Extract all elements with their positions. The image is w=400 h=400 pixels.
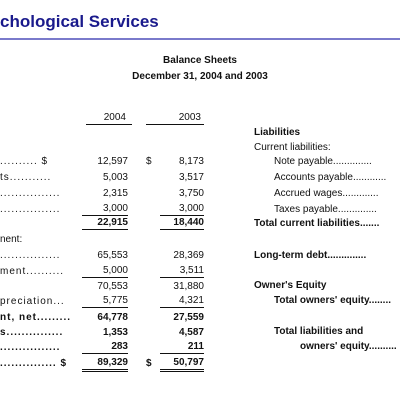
asset-label-row6: ................ [0,250,61,261]
liabilities-title: Liabilities [254,127,301,138]
long-term-debt-label: Long-term debt.............. [254,250,367,261]
amount-2003-subtotal: 31,880 [173,281,204,292]
asset-label-equipment-net: nt, net......... [0,312,71,323]
amount-2004-equipment: 5,000 [82,265,128,278]
amount-2004-receivables: 5,003 [102,172,128,183]
amount-2003-equipment: 3,511 [160,265,204,278]
asset-label-row4: ................ [0,204,61,215]
asset-label-row11: ................ [0,342,61,353]
asset-label-total: ............... $ [0,358,68,369]
amount-2004-depreciation: 5,775 [82,295,128,308]
amount-2004-row4: 3,000 [82,203,128,216]
dollar-sign-2003-top: $ [146,156,152,167]
amount-2003-cash: 8,173 [178,156,204,167]
accounts-payable-label: Accounts payable............ [274,172,387,183]
amount-2003-total: 50,797 [160,357,204,372]
current-liabilities-label: Current liabilities: [254,142,331,153]
year-2003-underline [146,124,204,125]
amount-2004-total: 89,329 [82,357,128,372]
amount-2003-row11: 211 [160,341,204,354]
asset-label-receivables: ts........... [0,172,52,183]
amount-2004-subtotal: 70,553 [97,281,128,292]
sheet-title: Balance Sheets [163,55,237,66]
amount-2003-row6: 28,369 [173,250,204,261]
amount-2004-row10: 1,353 [102,327,128,338]
accrued-wages-label: Accrued wages............. [274,188,379,199]
asset-label-depreciation: preciation... [0,296,65,307]
amount-2004-row11: 283 [82,341,128,354]
sheet-date: December 31, 2004 and 2003 [132,71,268,82]
year-2003-header: 2003 [178,112,201,123]
total-liabilities-equity-label-2: owners' equity.......... [300,341,397,352]
amount-2003-equipment-net: 27,559 [173,312,204,323]
asset-label-cash: .......... $ [0,156,49,167]
amount-2004-row3: 2,315 [102,188,128,199]
taxes-payable-label: Taxes payable.............. [274,204,377,215]
amount-2003-depreciation: 4,321 [160,295,204,308]
amount-2003-total-current: 18,440 [160,217,204,230]
dollar-sign-2003-bottom: $ [146,358,152,369]
note-payable-label: Note payable.............. [274,156,372,167]
total-owners-equity-label: Total owners' equity........ [274,295,392,306]
asset-label-equipment: ment.......... [0,266,65,277]
total-liabilities-equity-label-1: Total liabilities and [274,326,364,337]
title-rule [0,38,400,40]
amount-2004-total-current: 22,915 [82,217,128,230]
year-2004-underline [86,124,132,125]
asset-label-row3: ................ [0,188,61,199]
amount-2003-receivables: 3,517 [178,172,204,183]
amount-2004-row6: 65,553 [97,250,128,261]
total-current-liabilities-label: Total current liabilities....... [254,218,380,229]
amount-2003-row3: 3,750 [178,188,204,199]
amount-2003-row4: 3,000 [160,203,204,216]
asset-label-equipment-heading: nent: [0,234,23,245]
asset-label-row10: s............... [0,327,64,338]
company-title: chological Services [0,12,159,31]
year-2004-header: 2004 [103,112,126,123]
owners-equity-title: Owner's Equity [254,280,327,291]
amount-2004-cash: 12,597 [97,156,128,167]
amount-2003-row10: 4,587 [178,327,204,338]
amount-2004-equipment-net: 64,778 [97,312,128,323]
